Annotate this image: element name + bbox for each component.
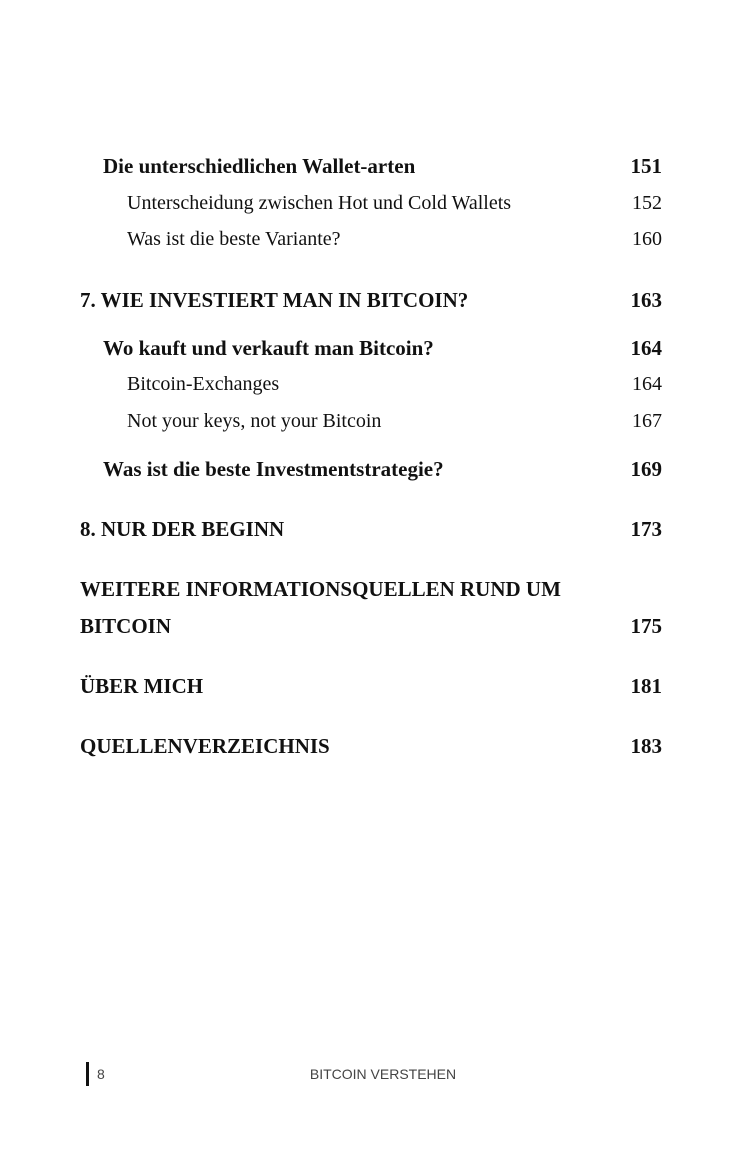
toc-entry-title: Was ist die beste Variante?: [127, 228, 341, 250]
toc-chapter-quellenverzeichnis: [0, 728, 756, 764]
toc-entry-page: 160: [632, 228, 662, 250]
toc-entry-page: 163: [630, 288, 662, 312]
toc-chapter-informationsquellen-line1: [0, 571, 756, 607]
toc-entry-page: 169: [630, 457, 662, 481]
toc-entry-title: Die unterschiedlichen Wallet-arten: [103, 154, 416, 178]
toc-entry-beste-variante: [0, 221, 756, 257]
toc-entry-title: QUELLENVERZEICHNIS: [80, 734, 330, 758]
toc-entry-page: 152: [632, 192, 662, 214]
toc-chapter-ueber-mich: [0, 668, 756, 704]
toc-entry-page: 175: [630, 614, 662, 638]
toc-entry-page: 164: [632, 373, 662, 395]
toc-entry-page: 173: [630, 517, 662, 541]
toc-entry-title: WEITERE INFORMATIONSQUELLEN RUND UM: [80, 577, 561, 601]
toc-entry-bitcoin-exchanges: [0, 366, 756, 402]
toc-entry-title: Wo kauft und verkauft man Bitcoin?: [103, 336, 434, 360]
footer-page-number: 8: [97, 1066, 105, 1082]
toc-entry-title: BITCOIN: [80, 614, 172, 638]
toc-entry-kauft-verkauft: [0, 330, 756, 366]
toc-entry-hot-cold-wallets: [0, 185, 756, 221]
toc-entry-page: 181: [630, 674, 662, 698]
toc-entry-wallet-arten: [0, 148, 756, 184]
toc-chapter-informationsquellen-line2: [0, 608, 756, 644]
toc-entry-title: ÜBER MICH: [80, 674, 204, 698]
toc-entry-investmentstrategie: [0, 451, 756, 487]
toc-entry-title: 8. NUR DER BEGINN: [80, 517, 285, 541]
toc-entry-title: Unterscheidung zwischen Hot und Cold Wallets: [127, 192, 512, 214]
footer-book-title: BITCOIN VERSTEHEN: [309, 1066, 457, 1082]
toc-entry-title: Not your keys, not your Bitcoin: [127, 410, 382, 432]
toc-chapter-8: [0, 511, 756, 547]
toc-entry-title: 7. WIE INVESTIERT MAN IN BITCOIN?: [80, 288, 469, 312]
toc-entry-page: 164: [630, 336, 662, 360]
toc-entry-not-your-keys: [0, 403, 756, 439]
toc-chapter-7: [0, 282, 756, 318]
toc-entry-title: Was ist die beste Investmentstrategie?: [103, 457, 444, 481]
toc-entry-page: 183: [630, 734, 662, 758]
toc-entry-page: 151: [630, 154, 662, 178]
toc-entry-page: 167: [632, 410, 662, 432]
toc-entry-title: Bitcoin-Exchanges: [127, 373, 280, 395]
